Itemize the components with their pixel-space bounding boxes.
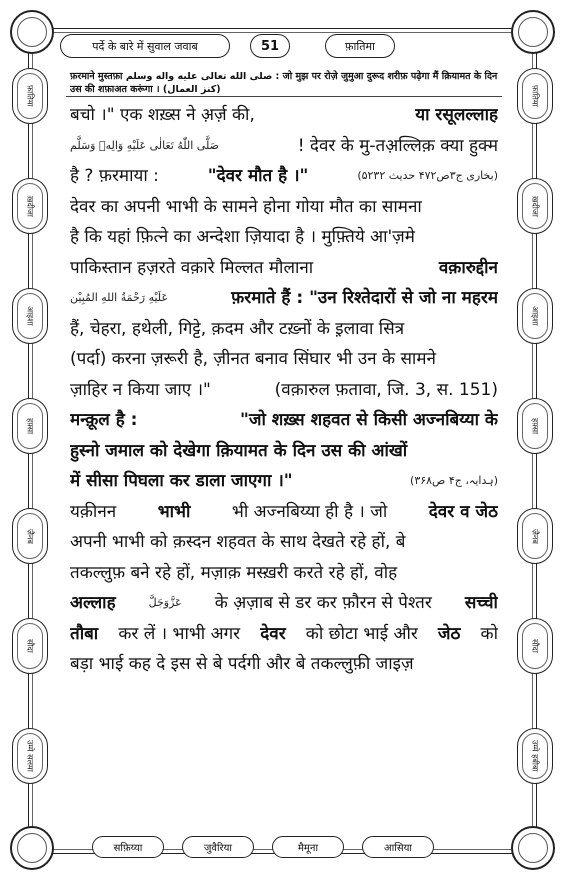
ornament-medallion-icon — [10, 10, 54, 54]
text-segment: जेठ — [437, 623, 461, 644]
text-segment: ! देवर के मु-तअ़ल्लिक़ क्या हुक्म — [297, 135, 498, 156]
footer-tab: आसिया — [362, 836, 434, 858]
text-line — [70, 161, 498, 192]
medallion-label: सौदा — [530, 639, 540, 653]
text-segment: صَلَّى اللّٰهُ تَعَالٰى عَلَيْهِ وَالِهٖ وَسَلَّم — [70, 138, 219, 152]
text-segment: है ? फ़रमाया : — [70, 166, 159, 186]
text-segment: में सीसा पिघला कर डाला जाएगा ।" — [70, 471, 293, 491]
side-medallion-icon — [517, 398, 553, 454]
text-segment: वक़ारुद्दीन — [438, 257, 498, 278]
text-line — [70, 222, 498, 253]
text-segment: (वक़ारुल फ़तावा, जि. 3, स. 151) — [274, 379, 498, 400]
text-segment: भी अज्नबिय्या ही है । जो — [231, 501, 388, 522]
text-line — [70, 558, 498, 589]
text-segment: सच्ची — [464, 593, 498, 613]
text-segment: को छोटा भाई और — [305, 623, 418, 644]
side-medallion-icon — [517, 288, 553, 344]
footer-tab: जुवैरिया — [182, 836, 254, 858]
text-segment: (بخاری ج۳ص۴۷۲ حدیث ۵۲۳۲) — [357, 169, 498, 182]
book-title: पर्दे के बारे में सुवाल जवाब — [60, 34, 230, 58]
footer-tab: मैमूना — [272, 836, 344, 858]
medallion-label: फ़ातिमा — [530, 85, 540, 107]
text-line — [70, 466, 498, 497]
text-segment: "जो शख़्स शहवत से किसी अज्नबिय्या के — [239, 410, 498, 430]
medallion-label: आइशा — [530, 306, 540, 326]
text-segment: देवर का अपनी भाभी के सामने होना गोया मौत का सामना — [70, 196, 422, 217]
text-segment: देवर — [260, 623, 286, 644]
text-line — [70, 375, 498, 406]
side-medallion-icon — [12, 288, 48, 344]
text-segment: फ़रमाते हैं : "उन रिश्तेदारों से जो ना महरम — [231, 288, 498, 308]
side-medallion-icon — [12, 618, 48, 674]
text-line — [70, 100, 498, 131]
text-segment: हुस्नो जमाल को देखेगा क़ियामत के दिन उस की आंखों — [70, 440, 408, 461]
text-segment: ज़ाहिर न किया जाए ।" — [70, 379, 211, 400]
text-segment: (पर्दा) करना ज़रूरी है, ज़ीनत बनाव सिंघार भी उन के सामने — [70, 349, 436, 369]
text-segment: عَزَّوَجَلَّ — [148, 596, 182, 609]
side-medallion-icon — [517, 618, 553, 674]
text-line — [70, 131, 498, 162]
side-medallion-icon — [12, 178, 48, 234]
medallion-label: उम्मे सलमा — [25, 740, 35, 772]
text-segment: अल्लाह — [70, 593, 116, 613]
text-line — [70, 405, 498, 436]
text-segment: عَلَيْهِ رَحْمَةُ اللهِ المُبِيْن — [70, 291, 169, 304]
ornament-medallion-icon — [511, 826, 555, 870]
footer-tab: सफ़िय्या — [92, 836, 164, 858]
header-divider — [66, 96, 502, 97]
text-line — [70, 253, 498, 284]
ornament-medallion-icon — [511, 10, 555, 54]
text-segment: है कि यहां फ़ित्ने का अन्देशा ज़ियादा है । मुफ़्तिये आ'ज़मे — [70, 227, 415, 247]
text-segment: बड़ा भाई कह दे इस से बे पर्दगी और बे तकल्लुफ़ी जाइज़ — [70, 654, 414, 674]
text-line — [70, 649, 498, 680]
text-segment: को — [480, 623, 498, 644]
text-segment: बचो ।" एक शख़्स ने अ़र्ज़ की, — [70, 105, 255, 125]
medallion-label: आइशा — [25, 306, 35, 326]
text-line — [70, 314, 498, 345]
text-segment: कर लें । भाभी अगर — [118, 623, 241, 644]
side-medallion-icon — [12, 728, 48, 784]
text-line — [70, 527, 498, 558]
side-medallion-icon — [12, 398, 48, 454]
medallion-label: हफ़्सा — [25, 417, 35, 435]
text-segment: तौबा — [70, 623, 99, 644]
text-segment: (ہدایہ، ج۴ ص۳۶۸) — [410, 474, 498, 487]
medallion-label: ख़दीजा — [25, 195, 35, 217]
text-segment: या रसूलल्लाह — [415, 105, 498, 125]
side-medallion-icon — [517, 508, 553, 564]
page-number: 51 — [250, 34, 290, 58]
side-medallion-icon — [517, 178, 553, 234]
medallion-label: ख़दीजा — [530, 195, 540, 217]
medallion-label: ज़ैनब — [25, 528, 35, 544]
medallion-label: उम्मे हबीबा — [530, 740, 540, 772]
chapter-tab: फ़ातिमा — [325, 34, 395, 58]
medallion-label: हफ़्सा — [530, 417, 540, 435]
side-medallion-icon — [517, 728, 553, 784]
text-line — [70, 192, 498, 223]
text-line — [70, 283, 498, 314]
side-medallion-icon — [517, 68, 553, 124]
text-segment: के अ़ज़ाब से डर कर फ़ौरन से पेश्तर — [214, 593, 432, 613]
text-segment: पाकिस्तान हज़रते वक़ारे मिल्लत मौलाना — [70, 257, 314, 278]
header-hadith-note: फ़रमाने मुस्तफ़ा صلى الله تعالى عليه واله وسلم : जो मुझ पर रोज़े जुमुआ दुरूद शरीफ़ पढ़ेगा मैं क़ियामत के दिन उस की शफ़ाअत करूंगा । (كنز العمال) — [70, 71, 498, 95]
text-segment: तकल्लुफ़ बने रहे हों, मज़ाक़ मस्ख़री करते रहे हों, वोह — [70, 562, 398, 583]
side-medallion-icon — [12, 68, 48, 124]
text-segment: अपनी भाभी को क़स्दन शहवत के साथ देखते रहे हों, बे — [70, 532, 406, 552]
text-line — [70, 497, 498, 528]
text-segment: भाभी — [157, 501, 191, 522]
ornament-medallion-icon — [10, 826, 54, 870]
text-line — [70, 619, 498, 650]
text-line — [70, 436, 498, 467]
text-segment: मन्क़ूल है : — [70, 410, 138, 430]
text-line — [70, 588, 498, 619]
medallion-label: फ़ातिमा — [25, 85, 35, 107]
text-segment: देवर व जेठ — [428, 501, 498, 522]
side-medallion-icon — [12, 508, 48, 564]
medallion-label: सौदा — [25, 639, 35, 653]
page-body — [70, 100, 498, 680]
text-segment: "देवर मौत है ।" — [207, 166, 309, 186]
text-line — [70, 344, 498, 375]
medallion-label: ज़ैनब — [530, 528, 540, 544]
text-segment: यक़ीनन — [70, 501, 117, 522]
text-segment: हैं, चेहरा, हथेली, गिट्टे, क़दम और टख़्नों के इ़लावा सित्र — [70, 318, 405, 339]
